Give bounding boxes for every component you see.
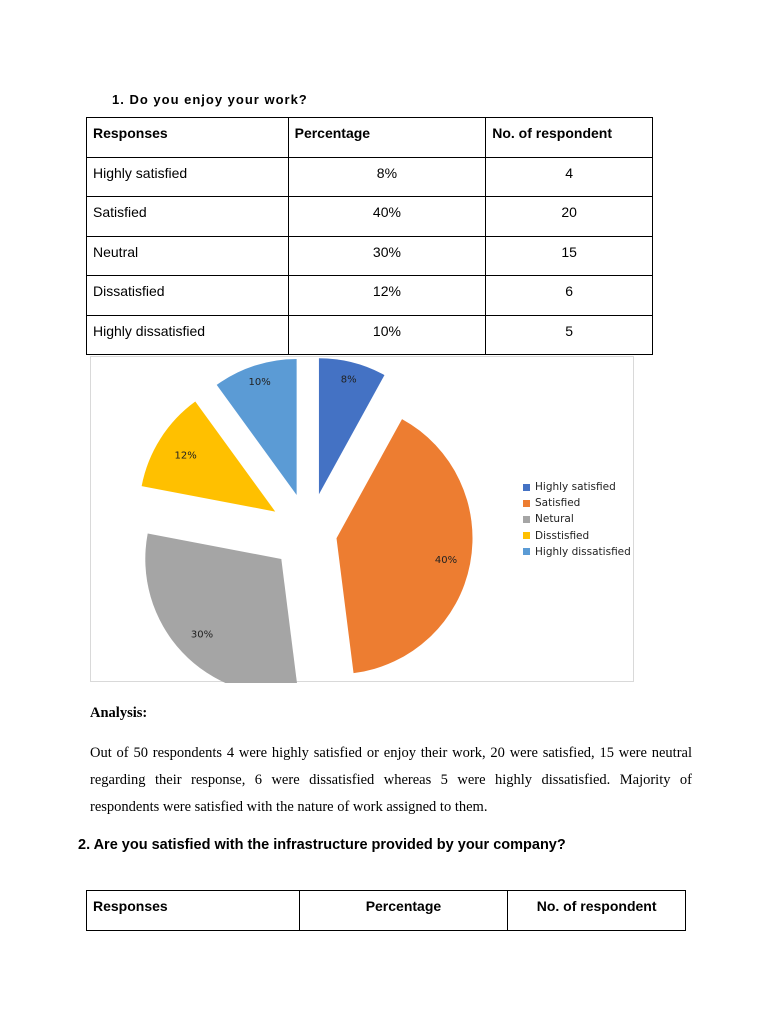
pie-slice-satisfied bbox=[337, 419, 473, 673]
legend-item bbox=[523, 544, 631, 560]
legend-swatch bbox=[523, 484, 530, 491]
question-2-heading: 2. Are you satisfied with the infrastructure provided by your company? bbox=[78, 837, 566, 853]
question-2-table bbox=[86, 890, 686, 931]
pie-slice-netural bbox=[145, 534, 298, 683]
slice-data-label: 8% bbox=[340, 374, 357, 386]
cell-percentage: 30% bbox=[288, 236, 486, 276]
table-row bbox=[87, 157, 653, 197]
legend-label: Netural bbox=[535, 513, 574, 526]
cell-percentage: 12% bbox=[288, 276, 486, 316]
cell-response: Dissatisfied bbox=[87, 276, 289, 316]
table-row bbox=[87, 197, 653, 237]
cell-count: 6 bbox=[486, 276, 653, 316]
question-1-table bbox=[86, 117, 653, 355]
cell-response: Neutral bbox=[87, 236, 289, 276]
analysis-heading: Analysis: bbox=[90, 705, 148, 721]
cell-count: 15 bbox=[486, 236, 653, 276]
header-percentage: Percentage bbox=[288, 118, 486, 158]
legend-swatch bbox=[523, 532, 530, 539]
table-row bbox=[87, 276, 653, 316]
cell-count: 4 bbox=[486, 157, 653, 197]
cell-count: 5 bbox=[486, 315, 653, 355]
legend-swatch bbox=[523, 548, 530, 555]
legend-item bbox=[523, 495, 631, 511]
cell-response: Highly satisfied bbox=[87, 157, 289, 197]
analysis-paragraph: Out of 50 respondents 4 were highly satisfied or enjoy their work, 20 were satisfied, 15 were neutral regarding their response, 6 were dissatisfied whereas 5 were highly dissatisfied. Majority of respondents were satisfied with the nature of work assigned to them. bbox=[90, 745, 692, 815]
chart-legend bbox=[523, 479, 631, 560]
question-1-heading: 1. Do you enjoy your work? bbox=[112, 92, 308, 107]
header-responses: Responses bbox=[87, 891, 300, 931]
table-row bbox=[87, 315, 653, 355]
table-header-row bbox=[87, 891, 686, 931]
slice-data-label: 10% bbox=[248, 377, 271, 389]
cell-percentage: 8% bbox=[288, 157, 486, 197]
legend-item bbox=[523, 511, 631, 527]
cell-percentage: 10% bbox=[288, 315, 486, 355]
slice-data-label: 12% bbox=[174, 450, 197, 462]
table-row bbox=[87, 236, 653, 276]
cell-percentage: 40% bbox=[288, 197, 486, 237]
cell-count: 20 bbox=[486, 197, 653, 237]
slice-data-label: 30% bbox=[190, 629, 214, 641]
pie-chart bbox=[90, 356, 634, 682]
header-respondents: No. of respondent bbox=[486, 118, 653, 158]
legend-swatch bbox=[523, 500, 530, 507]
header-percentage: Percentage bbox=[299, 891, 508, 931]
legend-label: Highly dissatisfied bbox=[535, 545, 631, 558]
table-header-row bbox=[87, 118, 653, 158]
slice-data-label: 40% bbox=[434, 555, 458, 567]
legend-label: Disstisfied bbox=[535, 529, 590, 542]
legend-item bbox=[523, 479, 631, 495]
cell-response: Highly dissatisfied bbox=[87, 315, 289, 355]
header-respondents: No. of respondent bbox=[508, 891, 686, 931]
legend-label: Satisfied bbox=[535, 497, 581, 510]
legend-swatch bbox=[523, 516, 530, 523]
legend-item bbox=[523, 528, 631, 544]
header-responses: Responses bbox=[87, 118, 289, 158]
cell-response: Satisfied bbox=[87, 197, 289, 237]
legend-label: Highly satisfied bbox=[535, 481, 616, 494]
